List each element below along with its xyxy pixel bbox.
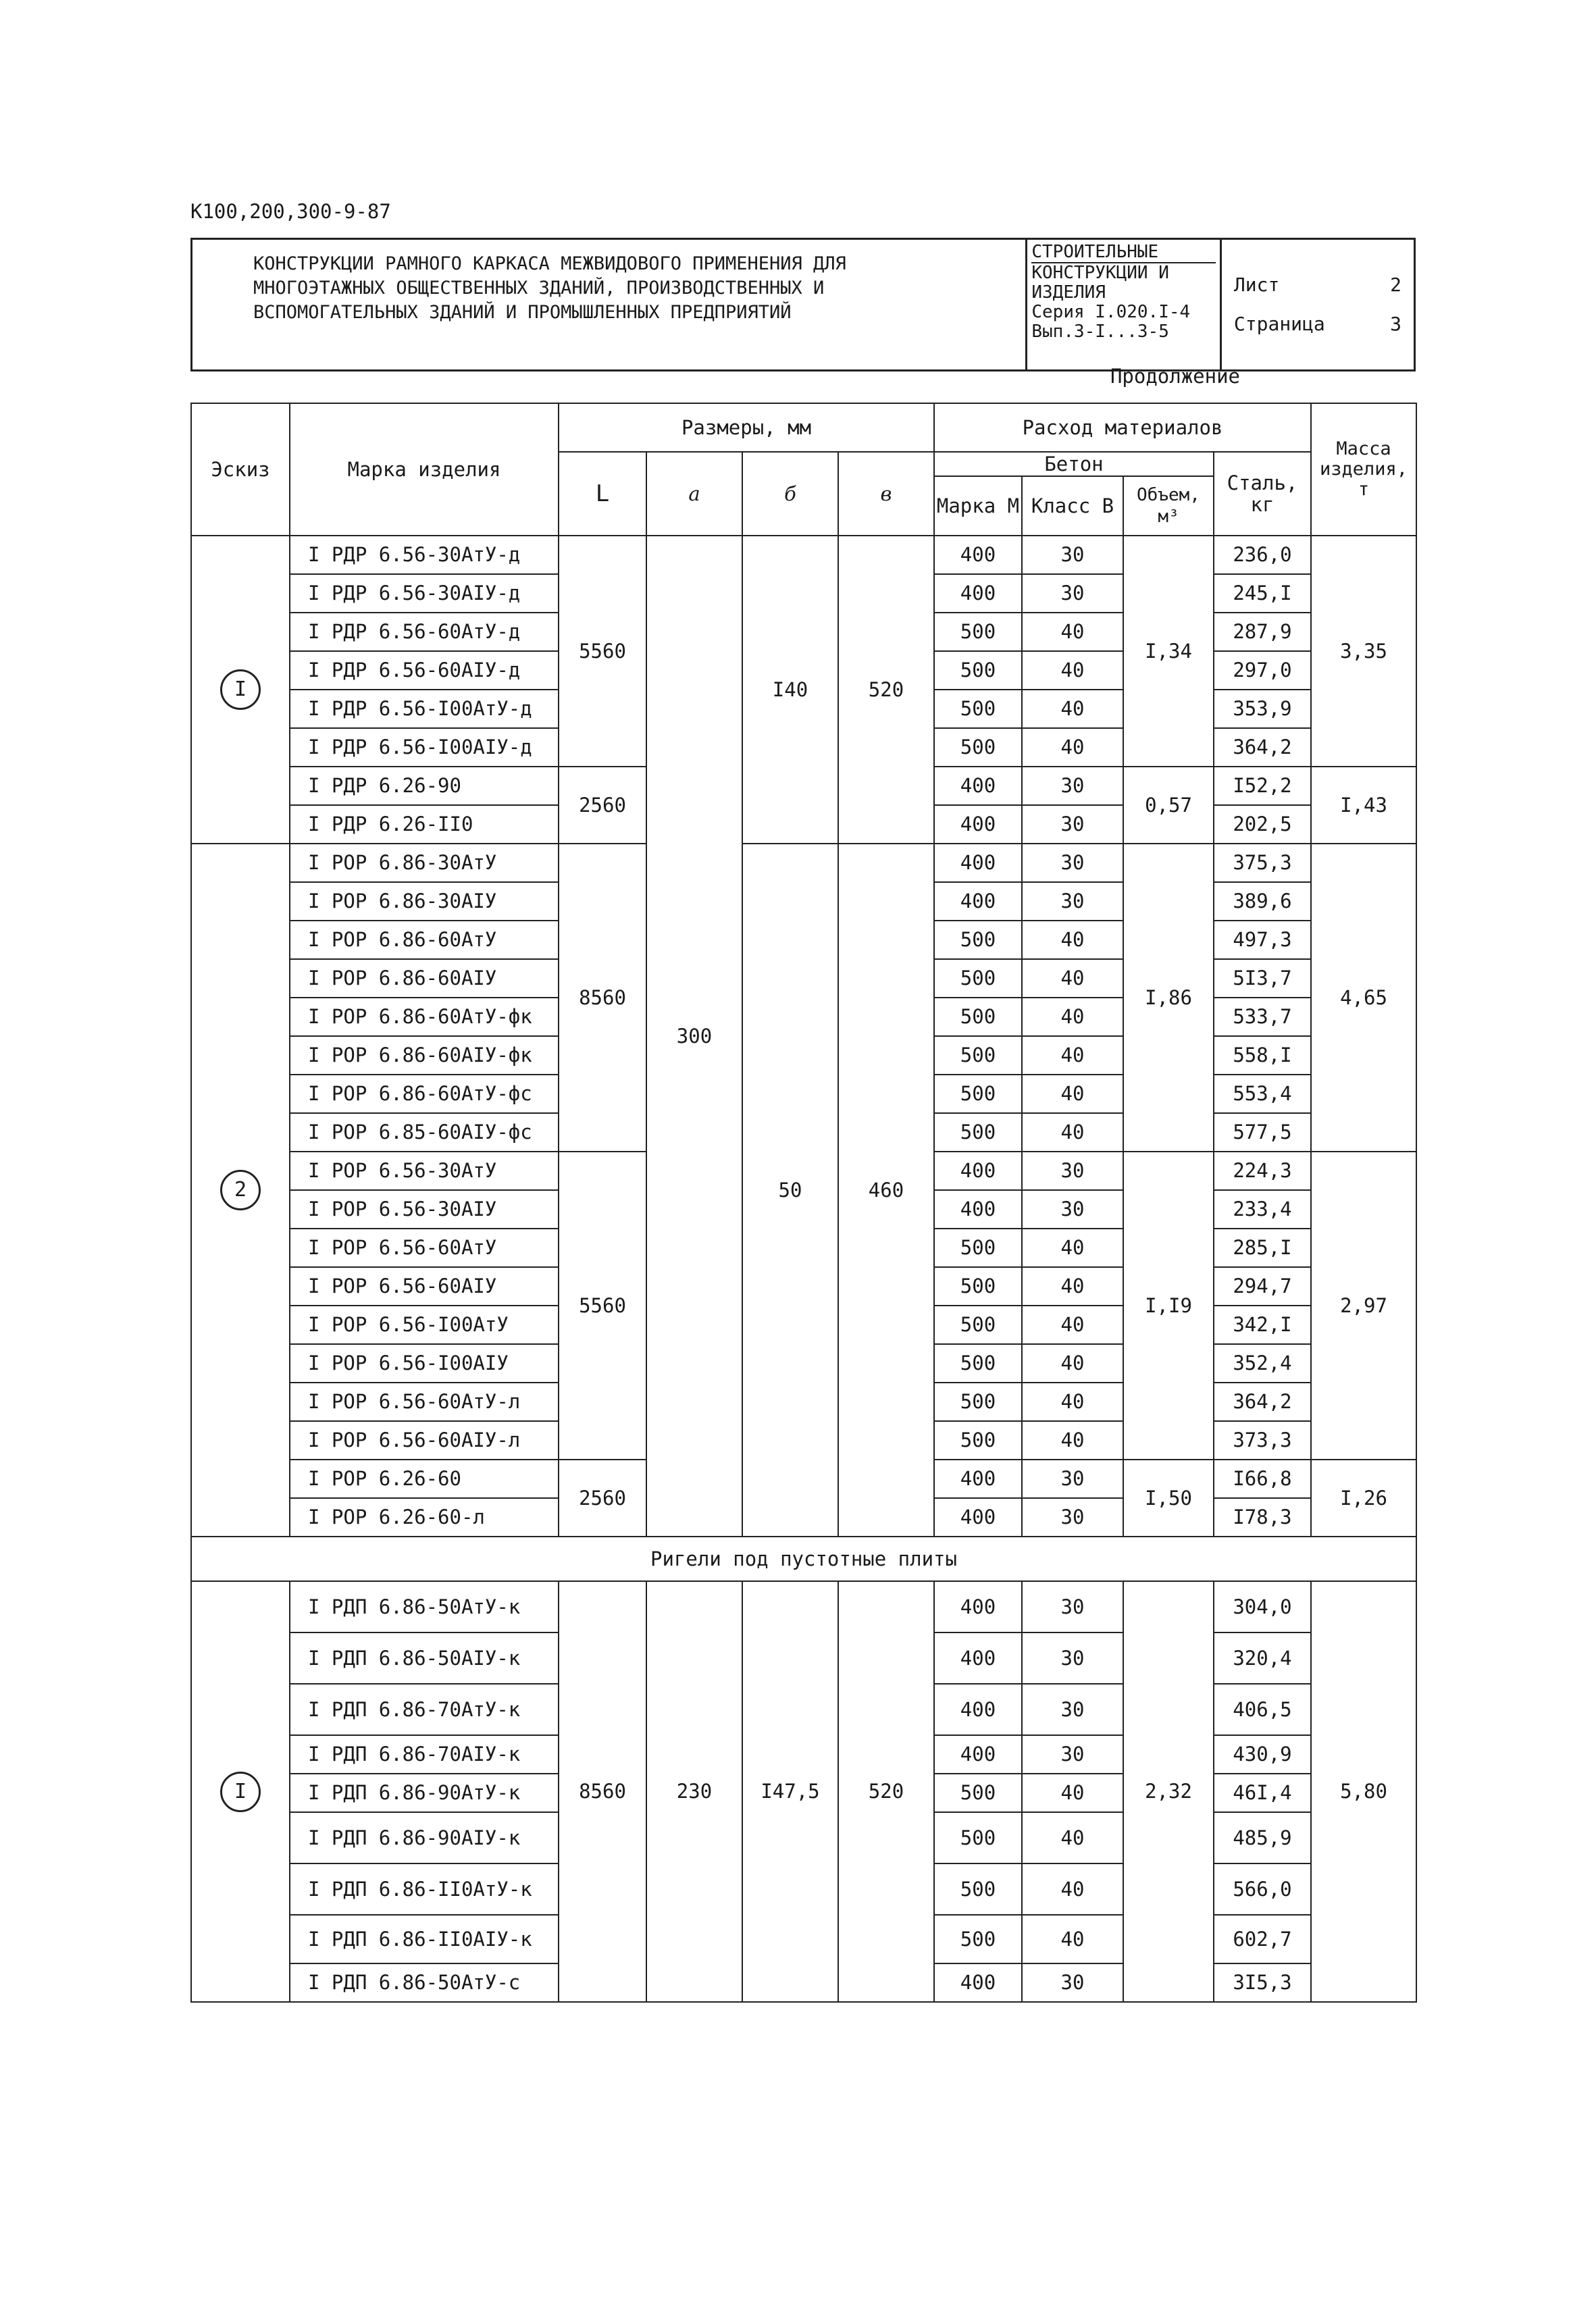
- concrete-volume: I,50: [1123, 1460, 1214, 1537]
- sheet-label: Лист: [1233, 274, 1280, 296]
- product-mark: I РДП 6.86-II0АтУ-к: [290, 1863, 559, 1915]
- concrete-class: 30: [1022, 1684, 1123, 1735]
- col-steel: Сталь, кг: [1214, 452, 1311, 536]
- product-mark: I РОР 6.86-30АтУ: [290, 844, 559, 882]
- concrete-grade: 500: [934, 1774, 1022, 1812]
- col-class: Класс В: [1022, 476, 1123, 536]
- series-line: ИЗДЕЛИЯ: [1031, 282, 1106, 303]
- product-mark: I РДР 6.56-I00АтУ-д: [290, 690, 559, 728]
- col-materials: Расход материалов: [934, 403, 1311, 452]
- steel-weight: 245,I: [1214, 574, 1311, 613]
- steel-weight: 553,4: [1214, 1075, 1311, 1113]
- concrete-grade: 500: [934, 1036, 1022, 1075]
- product-mark: I РОР 6.86-60АIУ-фк: [290, 1036, 559, 1075]
- product-mark: I РОР 6.56-60АIУ-л: [290, 1421, 559, 1460]
- continuation-bar: [190, 355, 1416, 403]
- concrete-grade: 500: [934, 1344, 1022, 1383]
- product-mark: I РДР 6.56-I00АIУ-д: [290, 728, 559, 767]
- size-L: 8560: [559, 1581, 646, 2002]
- concrete-grade: 500: [934, 1915, 1022, 1963]
- concrete-grade: 500: [934, 613, 1022, 651]
- product-mark: I РДР 6.56-30АтУ-д: [290, 536, 559, 574]
- concrete-grade: 400: [934, 1152, 1022, 1190]
- concrete-class: 30: [1022, 1152, 1123, 1190]
- concrete-volume: I,I9: [1123, 1152, 1214, 1460]
- size-v: 520: [838, 536, 934, 844]
- concrete-grade: 400: [934, 1632, 1022, 1684]
- steel-weight: 406,5: [1214, 1684, 1311, 1735]
- concrete-class: 30: [1022, 1498, 1123, 1537]
- concrete-grade: 400: [934, 1460, 1022, 1498]
- concrete-grade: 400: [934, 1735, 1022, 1774]
- steel-weight: 533,7: [1214, 998, 1311, 1036]
- size-L: 8560: [559, 844, 646, 1152]
- steel-weight: 353,9: [1214, 690, 1311, 728]
- product-mass: 3,35: [1311, 536, 1416, 767]
- product-mark: I РОР 6.26-60: [290, 1460, 559, 1498]
- steel-weight: 364,2: [1214, 1383, 1311, 1421]
- col-v: в: [838, 452, 934, 536]
- sketch-cell: [191, 844, 290, 1537]
- concrete-volume: I,86: [1123, 844, 1214, 1152]
- product-mark: I РДП 6.86-90АIУ-к: [290, 1812, 559, 1863]
- product-mark: I РДР 6.56-60АIУ-д: [290, 651, 559, 690]
- products-table: [190, 403, 1417, 2003]
- steel-weight: 5I3,7: [1214, 959, 1311, 998]
- continuation-label: Продолжение: [1110, 365, 1240, 388]
- title-line: ВСПОМОГАТЕЛЬНЫХ ЗДАНИЙ И ПРОМЫШЛЕННЫХ ПРЕДПРИЯТИЙ: [253, 302, 792, 323]
- document-code: К100,200,300-9-87: [190, 200, 391, 223]
- concrete-class: 40: [1022, 1306, 1123, 1344]
- concrete-class: 40: [1022, 1344, 1123, 1383]
- sheet-block: [1220, 239, 1414, 371]
- product-mark: I РОР 6.56-60АтУ: [290, 1229, 559, 1267]
- product-mark: I РДР 6.26-90: [290, 767, 559, 805]
- col-mark: Марка изделия: [290, 403, 559, 536]
- steel-weight: I66,8: [1214, 1460, 1311, 1498]
- steel-weight: 304,0: [1214, 1581, 1311, 1632]
- sketch-number: I: [220, 669, 261, 710]
- steel-weight: 236,0: [1214, 536, 1311, 574]
- size-L: 5560: [559, 1152, 646, 1460]
- series-block: [1027, 239, 1221, 371]
- concrete-class: 40: [1022, 1113, 1123, 1152]
- concrete-class: 30: [1022, 1963, 1123, 2002]
- product-mark: I РДП 6.86-90АтУ-к: [290, 1774, 559, 1812]
- steel-weight: 577,5: [1214, 1113, 1311, 1152]
- steel-weight: 389,6: [1214, 882, 1311, 921]
- concrete-class: 30: [1022, 844, 1123, 882]
- concrete-class: 30: [1022, 1190, 1123, 1229]
- product-mark: I РДП 6.86-70АIУ-к: [290, 1735, 559, 1774]
- col-concrete: Бетон: [934, 452, 1214, 476]
- concrete-class: 30: [1022, 574, 1123, 613]
- col-grade: Марка М: [934, 476, 1022, 536]
- concrete-grade: 400: [934, 1498, 1022, 1537]
- steel-weight: 375,3: [1214, 844, 1311, 882]
- concrete-grade: 500: [934, 921, 1022, 959]
- product-mark: I РДП 6.86-50АIУ-к: [290, 1632, 559, 1684]
- concrete-class: 40: [1022, 728, 1123, 767]
- size-b: 50: [742, 844, 838, 1537]
- steel-weight: 320,4: [1214, 1632, 1311, 1684]
- product-mark: I РОР 6.86-60АIУ: [290, 959, 559, 998]
- series-line: СТРОИТЕЛЬНЫЕ: [1031, 242, 1216, 263]
- concrete-grade: 500: [934, 1812, 1022, 1863]
- concrete-volume: 2,32: [1123, 1581, 1214, 2002]
- concrete-class: 40: [1022, 651, 1123, 690]
- size-b: I47,5: [742, 1581, 838, 2002]
- concrete-grade: 500: [934, 998, 1022, 1036]
- concrete-class: 30: [1022, 1581, 1123, 1632]
- concrete-grade: 500: [934, 1863, 1022, 1915]
- concrete-class: 40: [1022, 959, 1123, 998]
- title-line: МНОГОЭТАЖНЫХ ОБЩЕСТВЕННЫХ ЗДАНИЙ, ПРОИЗВОДСТВЕННЫХ И: [253, 278, 825, 299]
- steel-weight: 285,I: [1214, 1229, 1311, 1267]
- product-mark: I РОР 6.86-60АтУ: [290, 921, 559, 959]
- concrete-grade: 500: [934, 1421, 1022, 1460]
- concrete-class: 40: [1022, 1036, 1123, 1075]
- col-a: a: [646, 452, 742, 536]
- concrete-class: 40: [1022, 1421, 1123, 1460]
- product-mark: I РДП 6.86-50АтУ-к: [290, 1581, 559, 1632]
- steel-weight: 558,I: [1214, 1036, 1311, 1075]
- concrete-class: 40: [1022, 1812, 1123, 1863]
- concrete-class: 40: [1022, 1075, 1123, 1113]
- sketch-number: 2: [220, 1170, 261, 1210]
- product-mark: I РДП 6.86-50АтУ-с: [290, 1963, 559, 2002]
- title-block: [190, 238, 1416, 371]
- size-L: 5560: [559, 536, 646, 767]
- steel-weight: 297,0: [1214, 651, 1311, 690]
- concrete-class: 40: [1022, 1863, 1123, 1915]
- steel-weight: 287,9: [1214, 613, 1311, 651]
- product-mark: I РОР 6.56-30АIУ: [290, 1190, 559, 1229]
- product-mark: I РОР 6.56-30АтУ: [290, 1152, 559, 1190]
- product-mark: I РДП 6.86-II0АIУ-к: [290, 1915, 559, 1963]
- concrete-class: 40: [1022, 1383, 1123, 1421]
- section-title: Ригели под пустотные плиты: [191, 1537, 1416, 1581]
- concrete-grade: 500: [934, 651, 1022, 690]
- steel-weight: 233,4: [1214, 1190, 1311, 1229]
- size-L: 2560: [559, 767, 646, 844]
- size-v: 520: [838, 1581, 934, 2002]
- page-label: Страница: [1233, 313, 1325, 335]
- concrete-class: 40: [1022, 998, 1123, 1036]
- concrete-volume: 0,57: [1123, 767, 1214, 844]
- size-a: 230: [646, 1581, 742, 2002]
- concrete-grade: 500: [934, 959, 1022, 998]
- concrete-grade: 500: [934, 1075, 1022, 1113]
- product-mark: I РОР 6.85-60АIУ-фс: [290, 1113, 559, 1152]
- product-mass: 4,65: [1311, 844, 1416, 1152]
- concrete-grade: 500: [934, 1306, 1022, 1344]
- steel-weight: 373,3: [1214, 1421, 1311, 1460]
- steel-weight: 602,7: [1214, 1915, 1311, 1963]
- col-sizes: Размеры, мм: [559, 403, 934, 452]
- concrete-grade: 400: [934, 767, 1022, 805]
- concrete-class: 30: [1022, 1735, 1123, 1774]
- col-volume: Объем, м³: [1123, 476, 1214, 536]
- product-mark: I РОР 6.86-60АтУ-фк: [290, 998, 559, 1036]
- sketch-number: I: [220, 1772, 261, 1812]
- concrete-grade: 500: [934, 1267, 1022, 1306]
- size-b: I40: [742, 536, 838, 844]
- product-mass: I,43: [1311, 767, 1416, 844]
- concrete-class: 30: [1022, 1460, 1123, 1498]
- product-mass: 2,97: [1311, 1152, 1416, 1460]
- series-line: КОНСТРУКЦИИ И: [1031, 263, 1169, 283]
- col-mass: Масса изделия, т: [1311, 403, 1416, 536]
- concrete-class: 40: [1022, 1774, 1123, 1812]
- concrete-grade: 500: [934, 1383, 1022, 1421]
- concrete-class: 30: [1022, 767, 1123, 805]
- steel-weight: 46I,4: [1214, 1774, 1311, 1812]
- product-mark: I РОР 6.56-60АIУ: [290, 1267, 559, 1306]
- steel-weight: 294,7: [1214, 1267, 1311, 1306]
- concrete-class: 40: [1022, 921, 1123, 959]
- concrete-grade: 400: [934, 536, 1022, 574]
- concrete-volume: I,34: [1123, 536, 1214, 767]
- col-L: L: [559, 452, 646, 536]
- product-mark: I РДР 6.56-30АIУ-д: [290, 574, 559, 613]
- sketch-cell: [191, 1581, 290, 2002]
- product-mark: I РДР 6.26-II0: [290, 805, 559, 844]
- concrete-class: 40: [1022, 1915, 1123, 1963]
- steel-weight: 430,9: [1214, 1735, 1311, 1774]
- concrete-grade: 400: [934, 1190, 1022, 1229]
- concrete-grade: 400: [934, 1963, 1022, 2002]
- title-line: КОНСТРУКЦИИ РАМНОГО КАРКАСА МЕЖВИДОВОГО ПРИМЕНЕНИЯ ДЛЯ: [253, 253, 846, 274]
- product-mark: I РОР 6.56-60АтУ-л: [290, 1383, 559, 1421]
- concrete-grade: 400: [934, 844, 1022, 882]
- concrete-class: 40: [1022, 613, 1123, 651]
- steel-weight: 3I5,3: [1214, 1963, 1311, 2002]
- series-line: Серия I.020.I-4: [1031, 302, 1191, 322]
- size-a: 300: [646, 536, 742, 1537]
- concrete-grade: 400: [934, 1581, 1022, 1632]
- series-line: Вып.3-I...3-5: [1031, 322, 1169, 342]
- concrete-class: 30: [1022, 805, 1123, 844]
- steel-weight: 352,4: [1214, 1344, 1311, 1383]
- steel-weight: 566,0: [1214, 1863, 1311, 1915]
- concrete-class: 40: [1022, 690, 1123, 728]
- steel-weight: I78,3: [1214, 1498, 1311, 1537]
- steel-weight: 485,9: [1214, 1812, 1311, 1863]
- concrete-grade: 400: [934, 1684, 1022, 1735]
- concrete-grade: 500: [934, 1229, 1022, 1267]
- product-mark: I РОР 6.56-I00АIУ: [290, 1344, 559, 1383]
- steel-weight: 202,5: [1214, 805, 1311, 844]
- product-mass: 5,80: [1311, 1581, 1416, 2002]
- product-mark: I РОР 6.26-60-л: [290, 1498, 559, 1537]
- sketch-cell: [191, 536, 290, 844]
- size-v: 460: [838, 844, 934, 1537]
- concrete-grade: 500: [934, 690, 1022, 728]
- product-mark: I РОР 6.86-60АтУ-фс: [290, 1075, 559, 1113]
- concrete-class: 40: [1022, 1229, 1123, 1267]
- concrete-class: 30: [1022, 536, 1123, 574]
- steel-weight: 497,3: [1214, 921, 1311, 959]
- product-mark: I РОР 6.56-I00АтУ: [290, 1306, 559, 1344]
- concrete-grade: 400: [934, 882, 1022, 921]
- col-b: б: [742, 452, 838, 536]
- concrete-grade: 400: [934, 574, 1022, 613]
- document-title: [192, 239, 1027, 371]
- steel-weight: 342,I: [1214, 1306, 1311, 1344]
- concrete-class: 40: [1022, 1267, 1123, 1306]
- product-mark: I РДР 6.56-60АтУ-д: [290, 613, 559, 651]
- sheet-number: 2: [1390, 274, 1401, 296]
- product-mark: I РДП 6.86-70АтУ-к: [290, 1684, 559, 1735]
- steel-weight: 364,2: [1214, 728, 1311, 767]
- size-L: 2560: [559, 1460, 646, 1537]
- concrete-grade: 500: [934, 728, 1022, 767]
- col-sketch: Эскиз: [191, 403, 290, 536]
- page-number: 3: [1390, 313, 1401, 335]
- steel-weight: 224,3: [1214, 1152, 1311, 1190]
- concrete-class: 30: [1022, 882, 1123, 921]
- steel-weight: I52,2: [1214, 767, 1311, 805]
- concrete-class: 30: [1022, 1632, 1123, 1684]
- product-mass: I,26: [1311, 1460, 1416, 1537]
- concrete-grade: 500: [934, 1113, 1022, 1152]
- product-mark: I РОР 6.86-30АIУ: [290, 882, 559, 921]
- concrete-grade: 400: [934, 805, 1022, 844]
